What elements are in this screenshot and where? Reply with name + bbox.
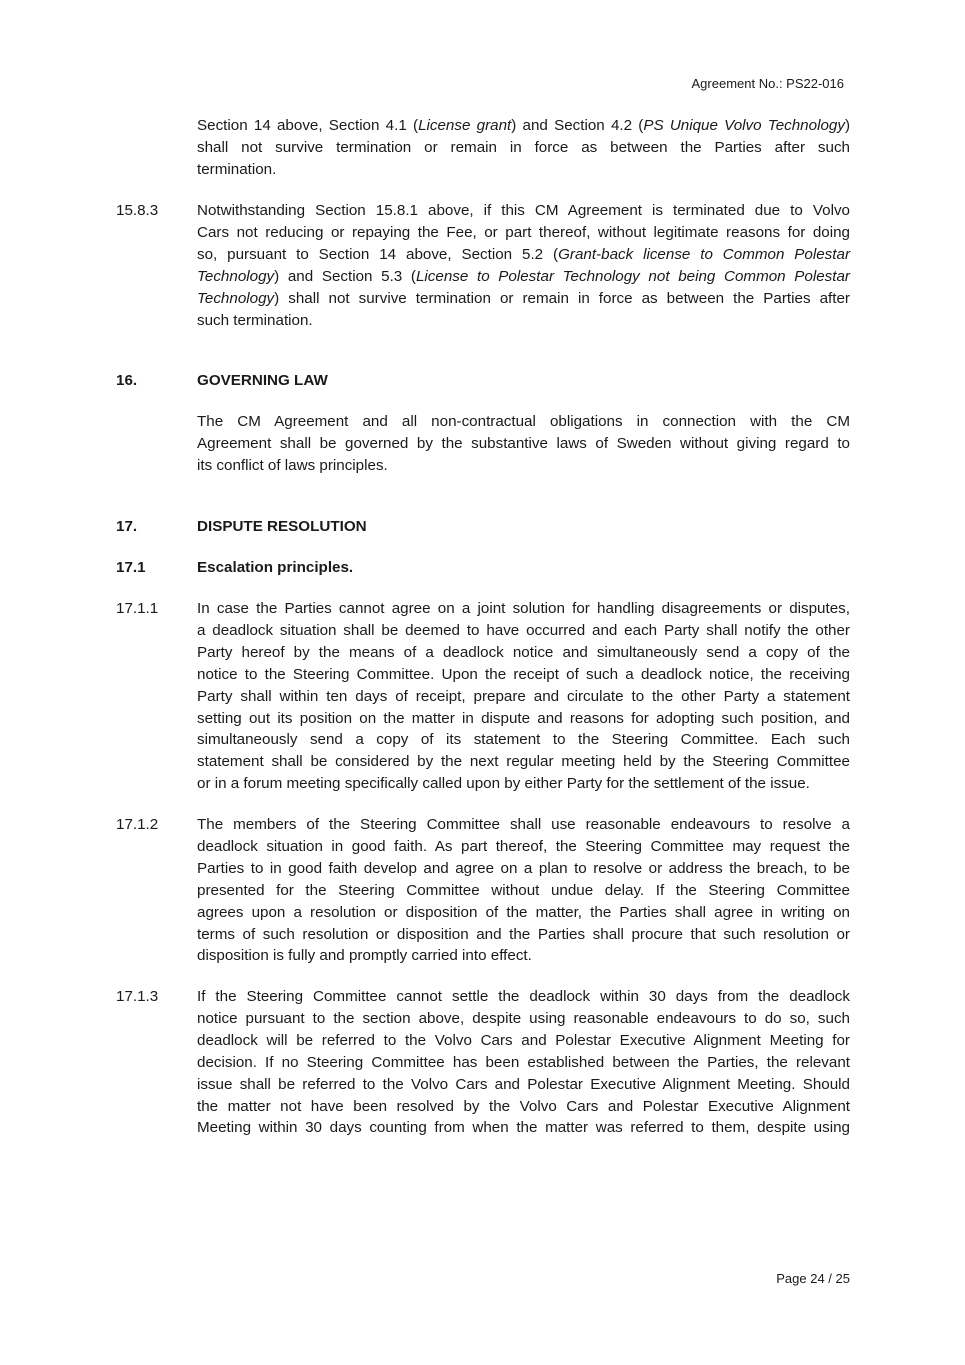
paragraph-15-8-3 [197, 200, 850, 331]
text-line: In case the Parties cannot agree on a joint solution for handling disagreements or disputes, [197, 600, 850, 617]
text-line: a deadlock situation shall be deemed to have occurred and each Party shall notify the other [197, 621, 850, 639]
section-number-17: 17. [116, 518, 138, 535]
text-line: Notwithstanding Section 15.8.1 above, if this CM Agreement is terminated due to Volvo [197, 202, 850, 219]
text-line: its conflict of laws principles. [197, 456, 388, 474]
text-line: Agreement shall be governed by the substantive laws of Sweden without giving regard to [197, 434, 850, 452]
clause-number-15-8-3: 15.8.3 [116, 202, 159, 219]
text-line: setting out its position on the matter in dispute and reasons for adopting such position, and [197, 709, 850, 727]
text-line: Technology) shall not survive termination or remain in force as between the Parties after [197, 289, 850, 307]
text-line: terms of such resolution or disposition and the Parties shall procure that such resolution or [197, 925, 850, 943]
clause-number-17-1-2: 17.1.2 [116, 816, 159, 833]
clause-number-17-1-1: 17.1.1 [116, 600, 159, 617]
text-line: disposition is fully and promptly carried into effect. [197, 947, 532, 965]
section-number-16: 16. [116, 372, 138, 389]
paragraph-17-1-2 [197, 814, 850, 967]
text-line: Meeting within 30 days counting from when the matter was referred to them, despite using [197, 1119, 850, 1137]
paragraph-15-8-2-continuation [197, 115, 850, 181]
text-line: termination. [197, 160, 277, 178]
text-line: If the Steering Committee cannot settle the deadlock within 30 days from the deadlock [197, 988, 850, 1005]
text-line: decision. If no Steering Committee has been established between the Parties, the relevant [197, 1053, 850, 1071]
text-line: deadlock situation in good faith. As part thereof, the Steering Committee may request the [197, 837, 850, 855]
text-line: shall not survive termination or remain in force as between the Parties after such [197, 138, 850, 156]
text-line: issue shall be referred to the Volvo Cars and Polestar Executive Alignment Meeting. Should [197, 1075, 850, 1093]
section-title-17: DISPUTE RESOLUTION [197, 518, 367, 535]
text-line: so, pursuant to Section 14 above, Section 5.2 (Grant-back license to Common Polestar [197, 245, 850, 263]
section-number-17-1: 17.1 [116, 559, 146, 576]
text-line: Cars not reducing or repaying the Fee, or part thereof, without legitimate reasons for doing [197, 223, 850, 241]
text-line: simultaneously send a copy of its statement to the Steering Committee. Each such [197, 731, 850, 749]
text-line: The members of the Steering Committee shall use reasonable endeavours to resolve a [197, 816, 850, 833]
text-line: such termination. [197, 311, 313, 329]
text-line: Party hereof by the means of a deadlock notice and simultaneously send a copy of the [197, 643, 850, 661]
text-line: agrees upon a resolution or disposition of the matter, the Parties shall agree in writing on [197, 903, 850, 921]
paragraph-17-1-1 [197, 598, 850, 795]
page-number: Page 24 / 25 [776, 1271, 850, 1286]
text-line: notice to the Steering Committee. Upon the receipt of such a deadlock notice, the receiving [197, 665, 850, 683]
text-line: notice pursuant to the section above, despite using reasonable endeavours to do so, such [197, 1009, 850, 1027]
section-title-17-1: Escalation principles. [197, 559, 354, 576]
text-line: The CM Agreement and all non-contractual obligations in connection with the CM [197, 413, 850, 430]
text-line: Section 14 above, Section 4.1 (License grant) and Section 4.2 (PS Unique Volvo Technology) [197, 117, 850, 134]
text-line: the matter not have been resolved by the Volvo Cars and Polestar Executive Alignment [197, 1097, 850, 1115]
text-line: statement shall be considered by the next regular meeting held by the Steering Committee [197, 753, 850, 771]
clause-number-17-1-3: 17.1.3 [116, 988, 159, 1005]
paragraph-17-1-3 [197, 986, 850, 1139]
paragraph-16 [197, 411, 850, 477]
agreement-number: Agreement No.: PS22-016 [691, 76, 844, 91]
text-line: Parties to in good faith develop and agree on a plan to resolve or address the breach, to be [197, 859, 850, 877]
text-line: deadlock will be referred to the Volvo Cars and Polestar Executive Alignment Meeting for [197, 1031, 850, 1049]
text-line: Technology) and Section 5.3 (License to Polestar Technology not being Common Polestar [197, 267, 850, 285]
text-line: presented for the Steering Committee without undue delay. If the Steering Committee [197, 881, 850, 899]
text-line: Party shall within ten days of receipt, prepare and circulate to the other Party a statement [197, 687, 850, 705]
text-line: or in a forum meeting specifically called upon by either Party for the settlement of the issue. [197, 775, 810, 793]
section-title-16: GOVERNING LAW [197, 372, 328, 389]
